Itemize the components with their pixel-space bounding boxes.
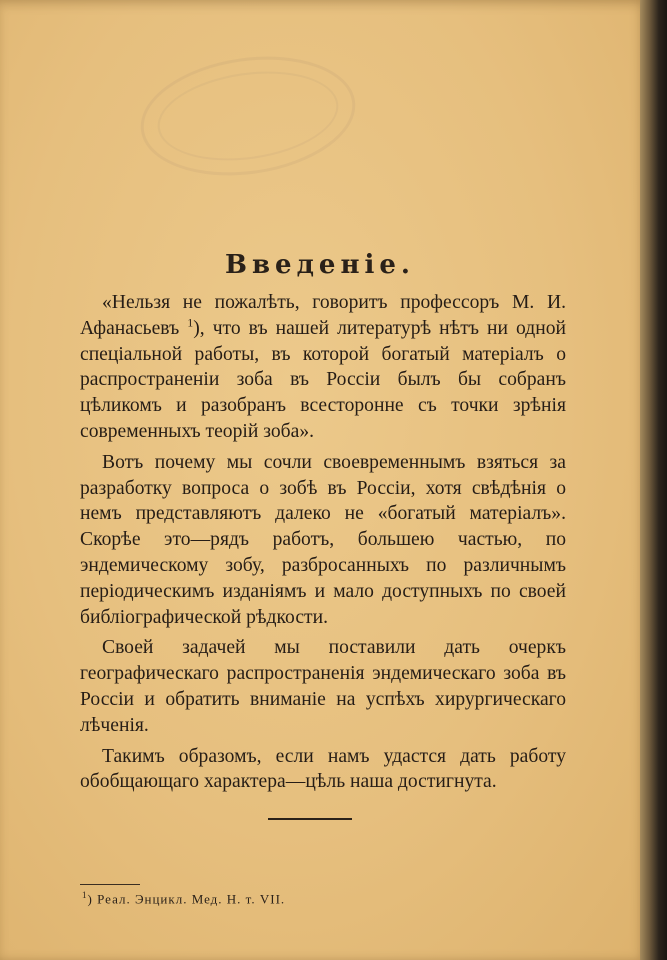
paragraph-2: Вотъ почему мы сочли своевременнымъ взяться за разработку вопроса о зобѣ въ Россiи, хотя свѣдѣнiя о немъ представляютъ далеко не «богатый матерiалъ». Скорѣе это—рядъ работъ, большею частью, по эндемическому зобу, разбросанныхъ по различнымъ перiодическимъ изданiямъ и мало доступныхъ по своей библiографической рѣдкости. (80, 451, 566, 628)
footnote-divider (80, 884, 140, 885)
footnote-text: ) Реал. Энцикл. Мед. Н. т. VII. (87, 891, 286, 907)
section-end-rule (268, 818, 352, 820)
paragraph-4: Такимъ образомъ, если намъ удастся дать работу обобщающаго характера—цѣль наша достигнута. (80, 745, 566, 793)
paragraph-1-text-end: ), что въ нашей литературѣ нѣтъ ни одной спецiальной работы, въ которой богатый матерiалъ о распространенiи зоба въ Россiи былъ бы собранъ цѣликомъ и разобранъ всесторонне съ точки зрѣнiя современныхъ теорiй зоба». (80, 317, 566, 442)
body-text (80, 290, 566, 800)
footnote-reference[interactable]: 1 (187, 315, 194, 330)
paragraph-3: Своей задачей мы поставили дать очеркъ географическаго распространенiя эндемическаго зоба въ Россiи и обратить вниманiе на успѣхъ хирургическаго лѣченiя. (80, 637, 566, 736)
footnote (82, 890, 285, 907)
footnote-marker: 1 (82, 890, 88, 900)
library-stamp (133, 44, 363, 189)
paragraph-1 (80, 290, 566, 445)
book-spine (640, 0, 667, 960)
paragraph-1-text-start: «Нельзя не пожалѣть, говоритъ профессоръ М. И. Афанасьевъ (80, 292, 566, 339)
page-title: Введенiе. (225, 250, 415, 280)
